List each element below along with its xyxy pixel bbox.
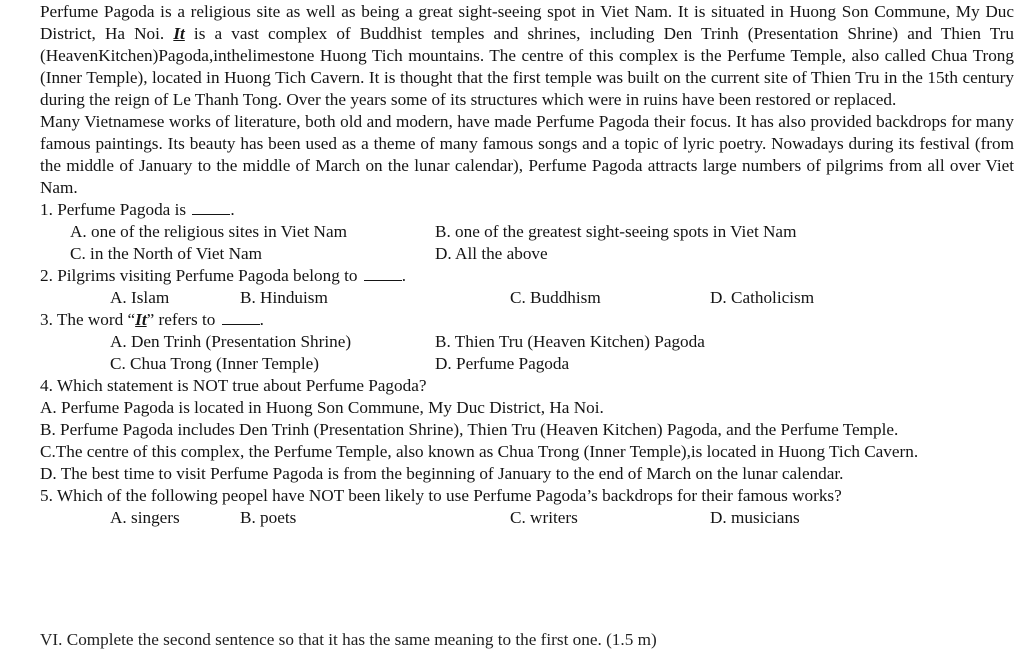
answer-blank [364,266,402,281]
question-1-option-a[interactable]: A. one of the religious sites in Viet Nam [70,222,347,241]
next-section-heading-cut-off: VI. Complete the second sentence so that it has the same meaning to the first one. (1.5 m) [40,630,657,649]
passage-p1-part-b: is a vast complex of Buddhist temples and shrines, including Den Trinh (Presentation Shrine) and Thien Tru (HeavenKitchen)Pagoda,inthelimestone Huong Tich mountains. The centre of this complex is the Perfume Temple, also called Chua Trong (Inner Temple), located in Huong Tich Cavern. It is thought that the first temple was built on the current site of Thien Tru in the 15th century during the reign of Le Thanh Tong. Over the years some of its structures which were in ruins have been restored or replaced. [40,24,1014,109]
question-4-option-c[interactable]: C.The centre of this complex, the Perfume Temple, also known as Chua Trong (Inner Temple),is located in Huong Tich Cavern. [40,442,919,461]
question-2-text: 2. Pilgrims visiting Perfume Pagoda belong to [40,266,358,285]
question-1-options-row-2 [40,243,1014,265]
question-5-option-c[interactable]: C. writers [510,508,578,527]
question-2-options [40,287,1014,309]
question-3-options-row-2 [40,353,1014,375]
question-3-option-a[interactable]: A. Den Trinh (Presentation Shrine) [110,332,352,351]
question-3-option-c[interactable]: C. Chua Trong (Inner Temple) [110,354,320,373]
question-4-option-b[interactable]: B. Perfume Pagoda includes Den Trinh (Presentation Shrine), Thien Tru (Heaven Kitchen) Pagoda, and the Perfume Temple. [40,420,899,439]
passage-paragraph-1 [40,1,1014,111]
question-3-stem [40,309,1014,331]
question-5-option-d[interactable]: D. musicians [710,508,800,527]
question-3-it-word: It [135,310,147,329]
question-2-option-d[interactable]: D. Catholicism [710,288,815,307]
question-3-option-b[interactable]: B. Thien Tru (Heaven Kitchen) Pagoda [435,332,705,351]
question-3-options-row-1 [40,331,1014,353]
question-1-option-d[interactable]: D. All the above [435,244,548,263]
question-3-text-post: ” refers to [146,310,216,329]
question-5-stem: 5. Which of the following peopel have NOT been likely to use Perfume Pagoda’s backdrops for their famous works? [40,486,842,505]
question-5-option-a[interactable]: A. singers [110,508,180,527]
question-2-option-c[interactable]: C. Buddhism [510,288,601,307]
question-1-stem [40,199,1014,221]
question-1-option-c[interactable]: C. in the North of Viet Nam [70,244,262,263]
question-5-option-b[interactable]: B. poets [240,508,297,527]
question-2-stem [40,265,1014,287]
question-4-option-a[interactable]: A. Perfume Pagoda is located in Huong Son Commune, My Duc District, Ha Noi. [40,398,604,417]
answer-blank [222,310,260,325]
question-3-text-pre: 3. The word “ [40,310,136,329]
question-1-options-row-1 [40,221,1014,243]
question-1-end: . [230,200,235,219]
question-5-options [40,507,1014,529]
question-3-option-d[interactable]: D. Perfume Pagoda [435,354,570,373]
answer-blank [192,200,230,215]
question-2-option-a[interactable]: A. Islam [110,288,170,307]
question-1-text: 1. Perfume Pagoda is [40,200,187,219]
passage-paragraph-2: Many Vietnamese works of literature, both old and modern, have made Perfume Pagoda their focus. It has also provided backdrops for many famous paintings. Its beauty has been used as a theme of many famous songs and a topic of lyric poetry. Nowadays during its festival (from the middle of January to the middle of March on the lunar calendar), Perfume Pagoda attracts large numbers of pilgrims from all over Viet Nam. [40,112,1014,197]
question-3-end: . [259,310,264,329]
passage-it-word: It [173,24,185,43]
question-2-option-b[interactable]: B. Hinduism [240,288,328,307]
question-4-stem: 4. Which statement is NOT true about Perfume Pagoda? [40,376,427,395]
passage-p1-part-a: Perfume Pagoda is a religious site as well as being a great sight-seeing spot in Viet Nam. It is situated in Huong Son Commune, My Duc District, Ha Noi. [40,2,1014,43]
question-1-option-b[interactable]: B. one of the greatest sight-seeing spots in Viet Nam [435,222,797,241]
question-2-end: . [401,266,407,285]
question-4-option-d[interactable]: D. The best time to visit Perfume Pagoda is from the beginning of January to the end of March on the lunar calendar. [40,464,844,483]
